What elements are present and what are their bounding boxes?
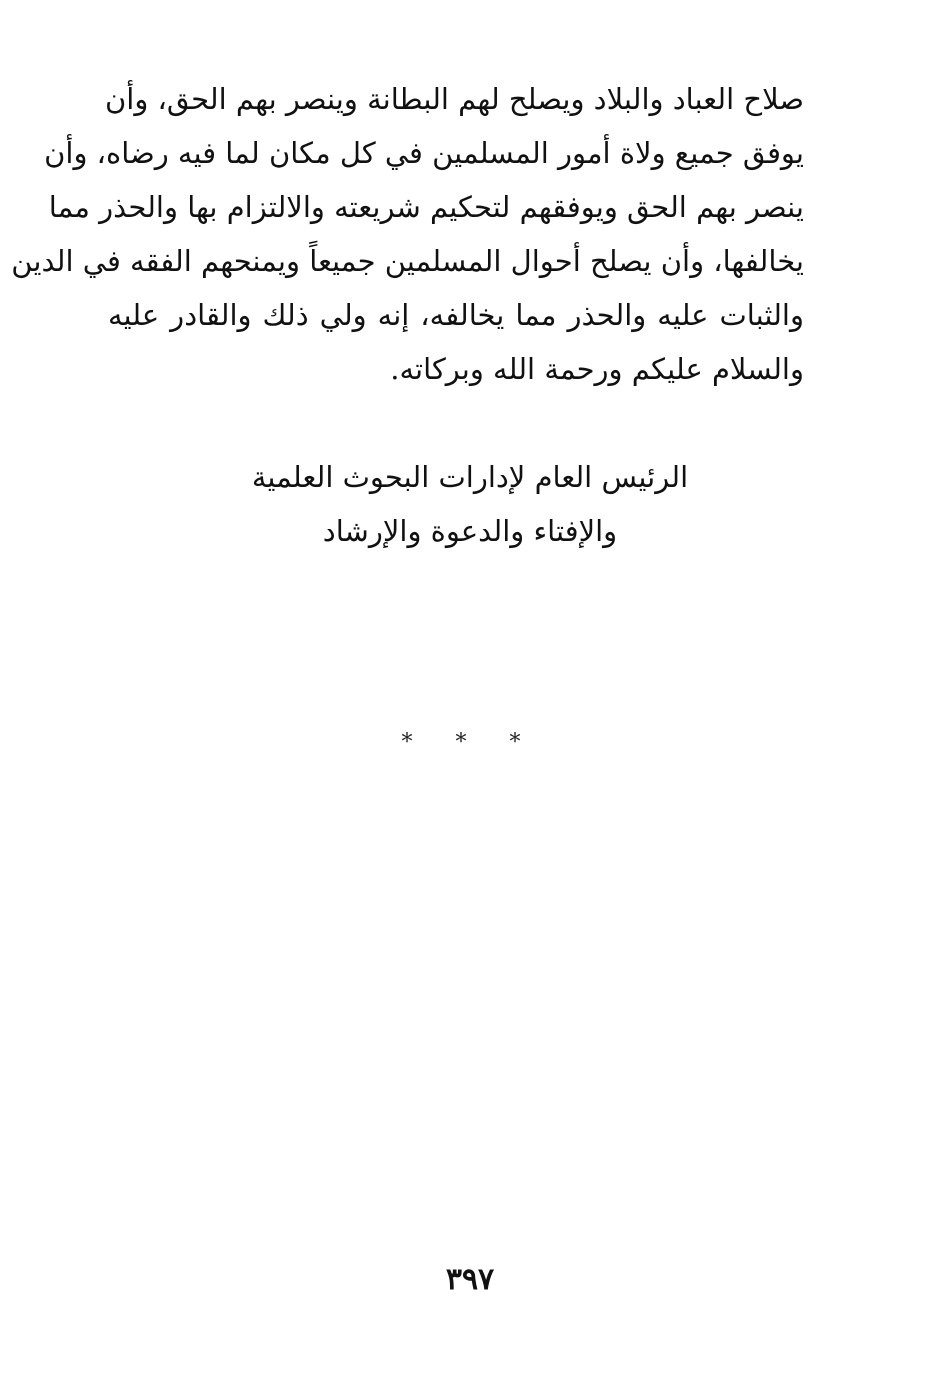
page-number: ٣٩٧ [445,1262,495,1297]
body-line-5: والثبات عليه والحذر مما يخالفه، إنه ولي ذلك والقادر عليه [108,298,804,332]
body-line-2: يوفق جميع ولاة أمور المسلمين في كل مكان لما فيه رضاه، وأن [44,136,804,170]
signature-title-line-2: والإفتاء والدعوة والإرشاد [322,514,618,548]
body-line-1: صلاح العباد والبلاد ويصلح لهم البطانة وينصر بهم الحق، وأن [104,82,804,116]
signature-title-line-1: الرئيس العام لإدارات البحوث العلمية [251,460,689,494]
body-line-3: ينصر بهم الحق ويوفقهم لتحكيم شريعته والالتزام بها والحذر مما [48,190,804,224]
signature-block [200,450,740,558]
body-paragraph [11,72,804,396]
body-line-4: يخالفها، وأن يصلح أحوال المسلمين جميعاً ويمنحهم الفقه في الدين [11,244,804,278]
section-separator: * * * [401,730,539,755]
body-line-6: والسلام عليكم ورحمة الله وبركاته. [390,352,804,386]
